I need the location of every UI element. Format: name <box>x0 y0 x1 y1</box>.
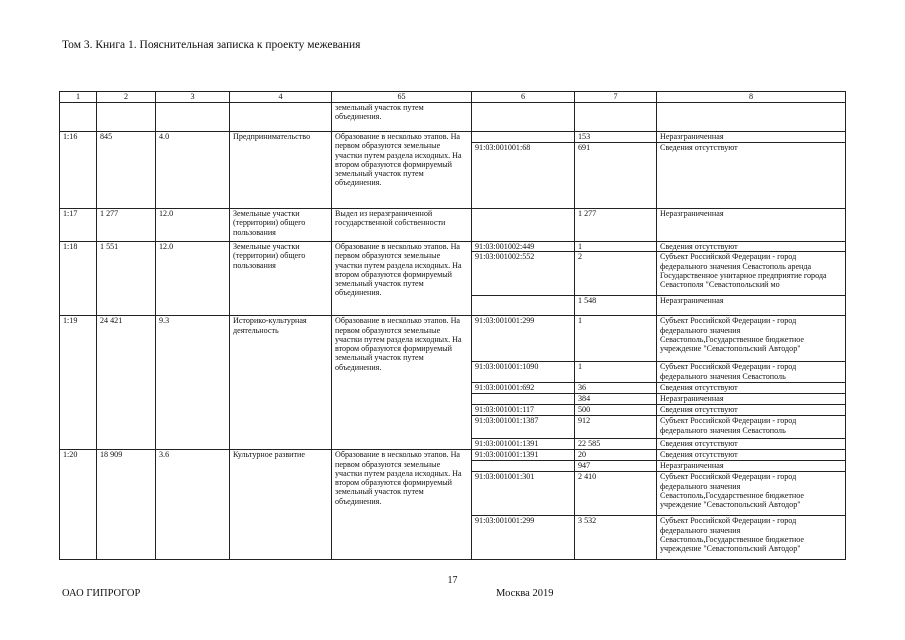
plot-area-cell: 18 909 <box>97 450 156 560</box>
cadastral-number-cell: 91:03:001001:1090 <box>472 362 575 383</box>
cadastral-number-cell: 91:03:001001:1391 <box>472 439 575 450</box>
ownership-cell: Сведения отсутствуют <box>657 242 846 252</box>
column-header: 7 <box>575 92 657 103</box>
ownership-cell: Неразграниченная <box>657 296 846 316</box>
cadastral-number-cell: 91:03:001001:1387 <box>472 416 575 439</box>
sub-area-cell: 691 <box>575 143 657 209</box>
cadastral-number-cell <box>472 296 575 316</box>
cadastral-number-cell: 91:03:001002:449 <box>472 242 575 252</box>
ownership-cell: Субъект Российской Федерации - город федерального значения Севастополь,Государственное бюджетное учреждение "Севастопольский Автодор" <box>657 316 846 362</box>
column-header: 1 <box>60 92 97 103</box>
page-number: 17 <box>447 575 458 586</box>
sub-area-cell: 1 <box>575 362 657 383</box>
document-title: Том 3. Книга 1. Пояснительная записка к проекту межевания <box>62 39 361 51</box>
footer-organization: ОАО ГИПРОГОР <box>62 588 141 599</box>
ownership-cell: Субъект Российской Федерации - город федерального значения Севастополь <box>657 362 846 383</box>
column-header: 65 <box>332 92 472 103</box>
formation-method-cell: Образование в несколько этапов. На первом образуются земельные участки путем раздела исходных. На втором образуются формируемый земельный участок путем объединения. <box>332 132 472 209</box>
ownership-cell: Неразграниченная <box>657 461 846 472</box>
cadastral-number-cell: 91:03:001001:692 <box>472 383 575 394</box>
column-header: 2 <box>97 92 156 103</box>
ownership-cell: Сведения отсутствуют <box>657 439 846 450</box>
column-header: 4 <box>230 92 332 103</box>
sub-area-cell: 22 585 <box>575 439 657 450</box>
sub-area-cell: 20 <box>575 450 657 461</box>
plot-percent-cell: 4.0 <box>156 132 230 209</box>
table-row-continuation <box>60 103 846 132</box>
plot-percent-cell: 12.0 <box>156 242 230 316</box>
ownership-cell: Неразграниченная <box>657 132 846 143</box>
cadastral-number-cell <box>472 461 575 472</box>
land-plots-table <box>59 91 846 560</box>
sub-area-cell: 384 <box>575 394 657 405</box>
cadastral-number-cell: 91:03:001001:301 <box>472 472 575 516</box>
sub-area-cell: 153 <box>575 132 657 143</box>
ownership-cell: Субъект Российской Федерации - город федерального значения Севастополь,Государственное бюджетное учреждение "Севастопольский Автодор" <box>657 472 846 516</box>
column-header: 6 <box>472 92 575 103</box>
cadastral-number-cell: 91:03:001001:299 <box>472 316 575 362</box>
ownership-cell: Субъект Российской Федерации - город федерального значения Севастополь аренда Государственное унитарное предприятие города Севастополя "Севастопольский мо <box>657 252 846 296</box>
permitted-use-cell: Земельные участки (территории) общего пользования <box>230 242 332 316</box>
column-header: 3 <box>156 92 230 103</box>
ownership-cell: Сведения отсутствуют <box>657 450 846 461</box>
sub-area-cell: 1 277 <box>575 209 657 242</box>
formation-method-cell: Выдел из неразграниченной государственной собственности <box>332 209 472 242</box>
plot-area-cell: 845 <box>97 132 156 209</box>
plot-percent-cell: 9.3 <box>156 316 230 450</box>
formation-method-cell: Образование в несколько этапов. На первом образуются земельные участки путем раздела исходных. На втором образуются формируемый земельный участок путем объединения. <box>332 316 472 450</box>
sub-area-cell: 2 410 <box>575 472 657 516</box>
ownership-cell: Субъект Российской Федерации - город федерального значения Севастополь <box>657 416 846 439</box>
permitted-use-cell: Историко-культурная деятельность <box>230 316 332 450</box>
column-header: 8 <box>657 92 846 103</box>
sub-area-cell: 947 <box>575 461 657 472</box>
cadastral-number-cell: 91:03:001001:68 <box>472 143 575 209</box>
table-row <box>60 316 846 362</box>
plot-percent-cell: 3.6 <box>156 450 230 560</box>
plot-percent-cell: 12.0 <box>156 209 230 242</box>
plot-id-cell: 1:16 <box>60 132 97 209</box>
cadastral-number-cell: 91:03:001002:552 <box>472 252 575 296</box>
table-row <box>60 450 846 461</box>
sub-area-cell: 3 532 <box>575 516 657 560</box>
formation-method-cell: Образование в несколько этапов. На первом образуются земельные участки путем раздела исходных. На втором образуются формируемый земельный участок путем объединения. <box>332 450 472 560</box>
table-header-row <box>60 92 846 103</box>
plot-area-cell: 1 551 <box>97 242 156 316</box>
ownership-cell: Сведения отсутствуют <box>657 383 846 394</box>
permitted-use-cell: Предпринимательство <box>230 132 332 209</box>
table-row <box>60 209 846 242</box>
sub-area-cell: 500 <box>575 405 657 416</box>
permitted-use-cell: Земельные участки (территории) общего пользования <box>230 209 332 242</box>
footer-city-year: Москва 2019 <box>496 588 554 599</box>
plot-area-cell: 24 421 <box>97 316 156 450</box>
cadastral-number-cell <box>472 209 575 242</box>
formation-method-cell: земельный участок путем объединения. <box>332 103 472 132</box>
ownership-cell: Сведения отсутствуют <box>657 405 846 416</box>
cadastral-number-cell <box>472 132 575 143</box>
ownership-cell: Неразграниченная <box>657 394 846 405</box>
table-row <box>60 242 846 252</box>
plot-id-cell: 1:18 <box>60 242 97 316</box>
plot-id-cell: 1:17 <box>60 209 97 242</box>
sub-area-cell: 1 <box>575 316 657 362</box>
formation-method-cell: Образование в несколько этапов. На первом образуются земельные участки путем раздела исходных. На втором образуются формируемый земельный участок путем объединения. <box>332 242 472 316</box>
sub-area-cell: 912 <box>575 416 657 439</box>
cadastral-number-cell <box>472 394 575 405</box>
cadastral-number-cell: 91:03:001001:299 <box>472 516 575 560</box>
plot-id-cell: 1:19 <box>60 316 97 450</box>
plot-area-cell: 1 277 <box>97 209 156 242</box>
sub-area-cell: 36 <box>575 383 657 394</box>
ownership-cell: Сведения отсутствуют <box>657 143 846 209</box>
sub-area-cell: 1 548 <box>575 296 657 316</box>
plot-id-cell: 1:20 <box>60 450 97 560</box>
permitted-use-cell: Культурное развитие <box>230 450 332 560</box>
cadastral-number-cell: 91:03:001001:1391 <box>472 450 575 461</box>
ownership-cell: Неразграниченная <box>657 209 846 242</box>
cadastral-number-cell: 91:03:001001:117 <box>472 405 575 416</box>
ownership-cell: Субъект Российской Федерации - город федерального значения Севастополь,Государственное бюджетное учреждение "Севастопольский Автодор" <box>657 516 846 560</box>
sub-area-cell: 1 <box>575 242 657 252</box>
sub-area-cell: 2 <box>575 252 657 296</box>
table-row <box>60 132 846 143</box>
